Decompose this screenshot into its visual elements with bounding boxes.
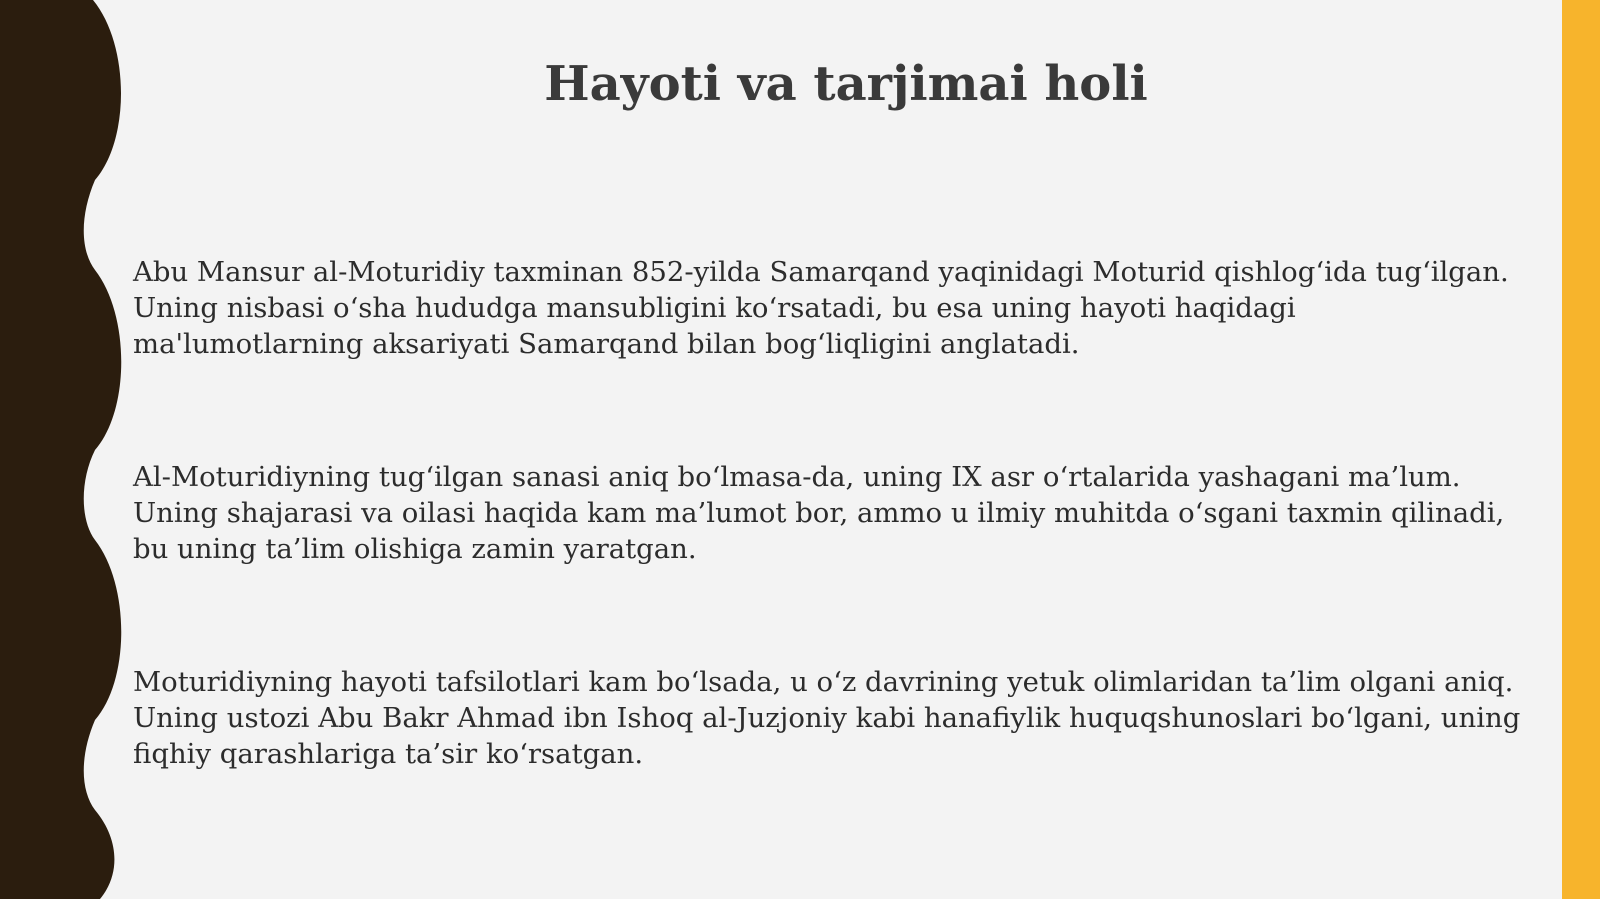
left-wavy-band — [0, 0, 130, 899]
right-accent-bar — [1562, 0, 1600, 899]
wavy-band-shape — [0, 0, 121, 899]
slide-title: Hayoti va tarjimai holi — [544, 56, 1148, 112]
paragraph-era: Al-Moturidiyning tug‘ilgan sanasi aniq bo‘lmasa-da, uning IX asr o‘rtalarida yashagani ma’lum. Uning shajarasi va oilasi haqida kam ma’lumot bor, ammo u ilmiy muhitda o‘sgani taxmin qilinadi, bu uning ta’lim olishiga zamin yaratgan. — [133, 461, 1505, 565]
slide-body — [133, 254, 1530, 869]
paragraph-birth: Abu Mansur al-Moturidiy taxminan 852-yilda Samarqand yaqinidagi Moturid qishlog‘ida tug‘ilgan. Uning nisbasi o‘sha hududga mansubligini ko‘rsatadi, bu esa uning hayoti haqidagi ma'lumotlarning aksariyati Samarqand bilan bog‘liqligini anglatadi. — [133, 256, 1509, 360]
paragraph-teachers: Moturidiyning hayoti tafsilotlari kam bo‘lsada, u o‘z davrining yetuk olimlaridan ta’lim olgani aniq. Uning ustozi Abu Bakr Ahmad ibn Ishoq al-Juzjoniy kabi hanafiylik huquqshunoslari bo‘lgani, uning fiqhiy qarashlariga ta’sir ko‘rsatgan. — [133, 666, 1521, 770]
